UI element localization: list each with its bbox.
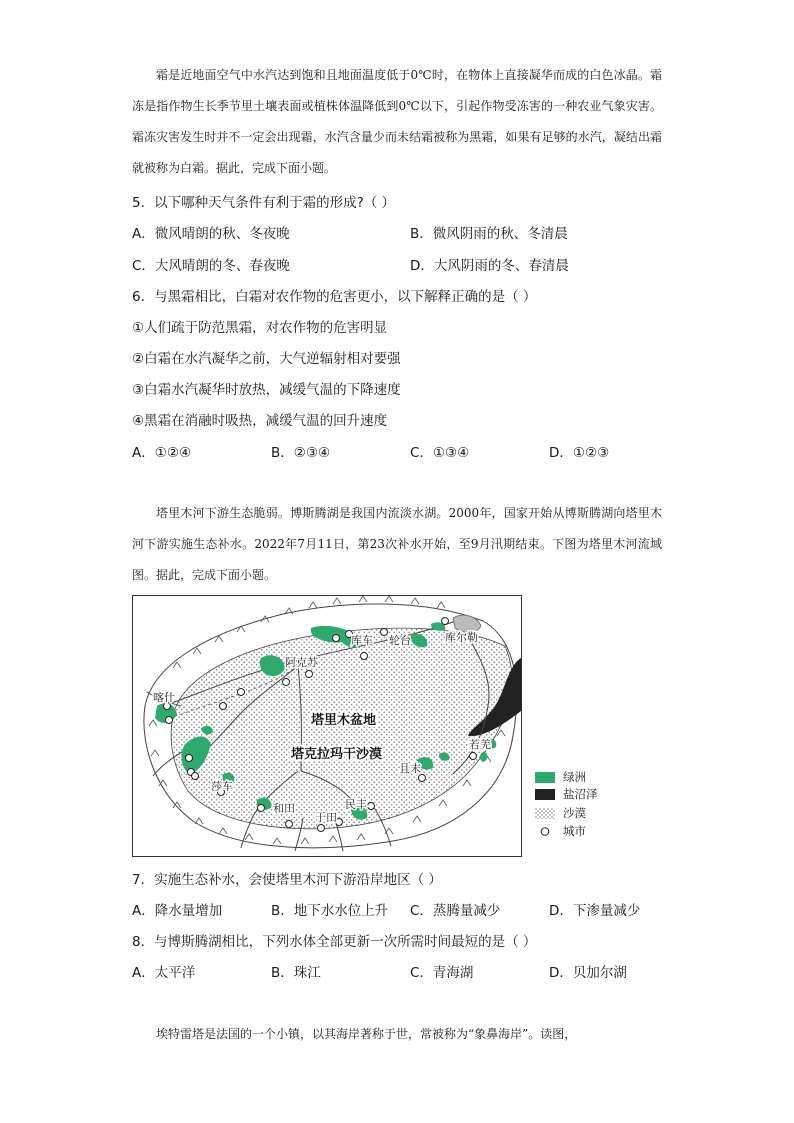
label-kuerle: 库尔勒 bbox=[445, 631, 478, 644]
q7-option-d[interactable]: D．下渗量减少 bbox=[549, 903, 641, 919]
question-7-stem: 7．实施生态补水，会使塔里木河下游沿岸地区（ ） bbox=[132, 872, 442, 888]
q6-option-b[interactable]: B．②③④ bbox=[271, 445, 331, 461]
q5-option-c[interactable]: C．大风晴朗的冬、春夜晚 bbox=[132, 258, 290, 274]
q5-option-b[interactable]: B．微风阴雨的秋、冬清晨 bbox=[410, 226, 568, 242]
city-swatch bbox=[535, 826, 555, 837]
tarim-river-basin-map bbox=[132, 595, 522, 857]
marsh-swatch bbox=[535, 789, 555, 800]
label-tarim-basin: 塔里木盆地 bbox=[311, 713, 377, 728]
legend-oasis bbox=[535, 769, 586, 785]
passage-tarim: 塔里木河下游生态脆弱。博斯腾湖是我国内流淡水湖。2000年，国家开始从博斯腾湖向塔里木河下游实施生态补水。2022年7月11日，第23次补水开始，至9月汛期结束。下图为塔里木河流域图。据此，完成下面小题。 bbox=[132, 506, 662, 582]
q6-statement-1: ①人们疏于防范黑霜，对农作物的危害明显 bbox=[132, 320, 388, 336]
label-hetian: 和田 bbox=[273, 802, 295, 815]
bosten-lake bbox=[453, 615, 481, 632]
q6-statement-3: ③白霜水汽凝华时放热，减缓气温的下降速度 bbox=[132, 382, 401, 398]
q6-statement-4: ④黑霜在消融时吸热，减缓气温的回升速度 bbox=[132, 413, 388, 429]
label-luntai: 轮台 bbox=[389, 634, 411, 647]
label-kuche: 库车 bbox=[351, 634, 373, 647]
legend-marsh bbox=[535, 786, 598, 802]
q6-option-d[interactable]: D．①②③ bbox=[549, 445, 610, 461]
q8-option-d[interactable]: D．贝加尔湖 bbox=[549, 965, 627, 981]
label-minfeng: 民丰 bbox=[345, 798, 367, 811]
legend-desert-label: 沙漠 bbox=[563, 806, 586, 820]
q7-option-a[interactable]: A．降水量增加 bbox=[132, 903, 223, 919]
q8-option-b[interactable]: B．珠江 bbox=[271, 965, 321, 981]
legend-city bbox=[535, 823, 586, 839]
label-ruoqiang: 若羌 bbox=[469, 738, 491, 751]
q8-option-a[interactable]: A．太平洋 bbox=[132, 965, 196, 981]
q6-statement-2: ②白霜在水汽凝华之前，大气逆辐射相对要强 bbox=[132, 351, 401, 367]
q5-option-d[interactable]: D．大风阴雨的冬、春清晨 bbox=[410, 258, 569, 274]
question-5-stem: 5．以下哪种天气条件有利于霜的形成?（ ） bbox=[132, 195, 396, 211]
desert-swatch bbox=[535, 808, 555, 819]
legend-oasis-label: 绿洲 bbox=[563, 770, 586, 784]
q7-option-b[interactable]: B．地下水水位上升 bbox=[271, 903, 389, 919]
q6-option-c[interactable]: C．①③④ bbox=[410, 445, 470, 461]
passage-etretat: 埃特雷塔是法国的一个小镇，以其海岸著称于世，常被称为“象鼻海岸”。读图， bbox=[156, 1027, 577, 1041]
label-akesu: 阿克苏 bbox=[285, 656, 318, 669]
label-shache: 莎车 bbox=[211, 780, 233, 793]
label-qiemo: 且末 bbox=[399, 762, 421, 775]
q6-option-a[interactable]: A．①②④ bbox=[132, 445, 192, 461]
question-6-stem: 6．与黑霜相比，白霜对农作物的危害更小，以下解释正确的是（ ） bbox=[132, 289, 537, 305]
legend-marsh-label: 盐沼泽 bbox=[563, 787, 598, 801]
q8-option-c[interactable]: C．青海湖 bbox=[410, 965, 474, 981]
label-taklamakan: 塔克拉玛干沙漠 bbox=[291, 747, 383, 762]
desert-area bbox=[171, 628, 512, 829]
question-8-stem: 8．与博斯腾湖相比，下列水体全部更新一次所需时间最短的是（ ） bbox=[132, 934, 537, 950]
legend-city-label: 城市 bbox=[563, 824, 586, 838]
oasis-swatch bbox=[535, 772, 555, 783]
q5-option-a[interactable]: A．微风晴朗的秋、冬夜晚 bbox=[132, 226, 290, 242]
passage-frost: 霜是近地面空气中水汽达到饱和且地面温度低于0℃时，在物体上直接凝华而成的白色冰晶。霜冻是指作物生长季节里土壤表面或植株体温降低到0℃以下，引起作物受冻害的一种农业气象灾害。霜冻灾害发生时并不一定会出现霜，水汽含量少而未结霜被称为黑霜，如果有足够的水汽，凝结出霜就被称为白霜。据此，完成下面小题。 bbox=[132, 68, 662, 175]
legend-desert bbox=[535, 805, 586, 821]
label-kashi: 喀什 bbox=[153, 691, 175, 704]
q7-option-c[interactable]: C．蒸腾量减少 bbox=[410, 903, 501, 919]
label-yutian: 于田 bbox=[315, 811, 337, 824]
